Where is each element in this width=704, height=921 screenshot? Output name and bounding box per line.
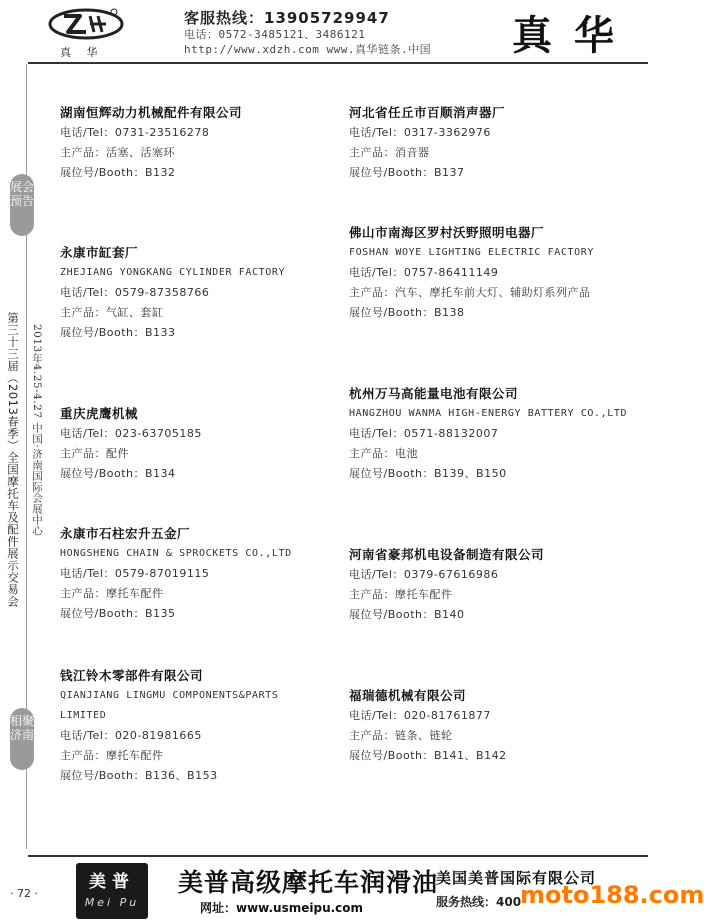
company-products: 主产品：摩托车配件 bbox=[60, 749, 164, 762]
side-event-title: 第三十三届（2013春季）全国摩托车及配件展示交易会 bbox=[6, 312, 20, 608]
company-products: 主产品：汽车、摩托车前大灯、辅助灯系列产品 bbox=[349, 286, 591, 299]
company-english-name: HONGSHENG CHAIN & SPROCKETS CO.,LTD bbox=[60, 548, 292, 559]
exhibitor-entry bbox=[349, 545, 544, 625]
header-website: http://www.xdzh.com www.真华链条.中国 bbox=[184, 43, 432, 56]
company-booth: 展位号/Booth：B137 bbox=[349, 166, 465, 179]
company-name: 福瑞德机械有限公司 bbox=[349, 688, 467, 703]
company-tel: 电话/Tel：0757-86411149 bbox=[349, 266, 499, 279]
company-tel: 电话/Tel：020-81981665 bbox=[60, 729, 202, 742]
company-english-name-cont: LIMITED bbox=[60, 710, 107, 721]
ad-slogan: 美普高级摩托车润滑油 bbox=[178, 868, 439, 897]
company-tel: 电话/Tel：0379-67616986 bbox=[349, 568, 499, 581]
company-name: 佛山市南海区罗村沃野照明电器厂 bbox=[349, 225, 545, 240]
ad-service-hotline: 服务热线：400 bbox=[436, 895, 522, 909]
header-divider bbox=[28, 62, 648, 64]
zhenhua-logo-icon bbox=[40, 6, 132, 46]
side-event-date: 2013年4.25-4.27 中国·济南国际会展中心 bbox=[31, 324, 43, 537]
meipu-logo bbox=[76, 863, 148, 919]
company-tel: 电话/Tel：023-63705185 bbox=[60, 427, 202, 440]
company-english-name: QIANJIANG LINGMU COMPONENTS&PARTS bbox=[60, 690, 279, 701]
company-tel: 电话/Tel：0579-87358766 bbox=[60, 286, 210, 299]
company-english-name: ZHEJIANG YONGKANG CYLINDER FACTORY bbox=[60, 267, 286, 278]
exhibitor-entry bbox=[60, 103, 242, 183]
logo-text: 真 华 bbox=[60, 46, 104, 59]
company-products: 主产品：活塞、活塞环 bbox=[60, 146, 175, 159]
ad-website: 网址：www.usmeipu.com bbox=[200, 901, 364, 915]
company-booth: 展位号/Booth：B141、B142 bbox=[349, 749, 507, 762]
exhibitor-entry bbox=[349, 686, 507, 766]
company-tel: 电话/Tel：0579-87019115 bbox=[60, 567, 210, 580]
company-name: 永康市石柱宏升五金厂 bbox=[60, 526, 191, 541]
side-tab-jinan: 相聚济南 bbox=[10, 708, 34, 770]
company-booth: 展位号/Booth：B134 bbox=[60, 467, 176, 480]
company-english-name: HANGZHOU WANMA HIGH-ENERGY BATTERY CO.,LTD bbox=[349, 408, 628, 419]
page-number: · 72 · bbox=[10, 887, 38, 900]
exhibitor-entry bbox=[60, 524, 292, 624]
company-booth: 展位号/Booth：B138 bbox=[349, 306, 465, 319]
company-products: 主产品：消音器 bbox=[349, 146, 430, 159]
company-name: 钱江铃木零部件有限公司 bbox=[60, 668, 204, 683]
meipu-logo-en: Mei Pu bbox=[84, 896, 140, 909]
ad-company-name: 美国美普国际有限公司 bbox=[436, 869, 597, 887]
company-name: 杭州万马高能量电池有限公司 bbox=[349, 386, 519, 401]
company-name: 河南省豪邦机电设备制造有限公司 bbox=[349, 547, 545, 562]
company-products: 主产品：气缸、套缸 bbox=[60, 306, 164, 319]
zhenhua-logo bbox=[40, 6, 132, 59]
company-name: 重庆虎鹰机械 bbox=[60, 406, 139, 421]
exhibitor-entry bbox=[349, 103, 505, 183]
company-tel: 电话/Tel：0571-88132007 bbox=[349, 427, 499, 440]
page-header bbox=[0, 0, 674, 62]
exhibitor-entry bbox=[349, 223, 594, 323]
exhibitor-entry bbox=[349, 384, 627, 484]
company-tel: 电话/Tel：020-81761877 bbox=[349, 709, 491, 722]
service-hotline: 客服热线：13905729947 bbox=[184, 9, 390, 27]
company-name: 永康市缸套厂 bbox=[60, 245, 139, 260]
company-tel: 电话/Tel：0731-23516278 bbox=[60, 126, 210, 139]
meipu-logo-cn: 美普 bbox=[89, 872, 135, 892]
site-watermark: moto188.com bbox=[520, 881, 704, 909]
company-products: 主产品：链条、链轮 bbox=[349, 729, 453, 742]
company-tel: 电话/Tel：0317-3362976 bbox=[349, 126, 491, 139]
company-booth: 展位号/Booth：B136、B153 bbox=[60, 769, 218, 782]
brand-title: 真华 bbox=[512, 12, 636, 59]
company-booth: 展位号/Booth：B140 bbox=[349, 608, 465, 621]
company-booth: 展位号/Booth：B133 bbox=[60, 326, 176, 339]
company-english-name: FOSHAN WOYE LIGHTING ELECTRIC FACTORY bbox=[349, 247, 594, 258]
company-booth: 展位号/Booth：B135 bbox=[60, 607, 176, 620]
company-name: 湖南恒辉动力机械配件有限公司 bbox=[60, 105, 243, 120]
header-phones: 电话：0572-3485121、3486121 bbox=[184, 28, 366, 41]
side-tab-preview: 展会预告 bbox=[10, 174, 34, 236]
footer-advertisement bbox=[0, 857, 704, 921]
company-products: 主产品：配件 bbox=[60, 447, 129, 460]
exhibitor-entry bbox=[60, 666, 278, 786]
company-booth: 展位号/Booth：B132 bbox=[60, 166, 176, 179]
exhibitor-entry bbox=[60, 243, 285, 343]
company-booth: 展位号/Booth：B139、B150 bbox=[349, 467, 507, 480]
company-products: 主产品：摩托车配件 bbox=[349, 588, 453, 601]
company-products: 主产品：电池 bbox=[349, 447, 418, 460]
exhibitor-entry bbox=[60, 404, 202, 484]
company-name: 河北省任丘市百顺消声器厂 bbox=[349, 105, 506, 120]
company-products: 主产品：摩托车配件 bbox=[60, 587, 164, 600]
